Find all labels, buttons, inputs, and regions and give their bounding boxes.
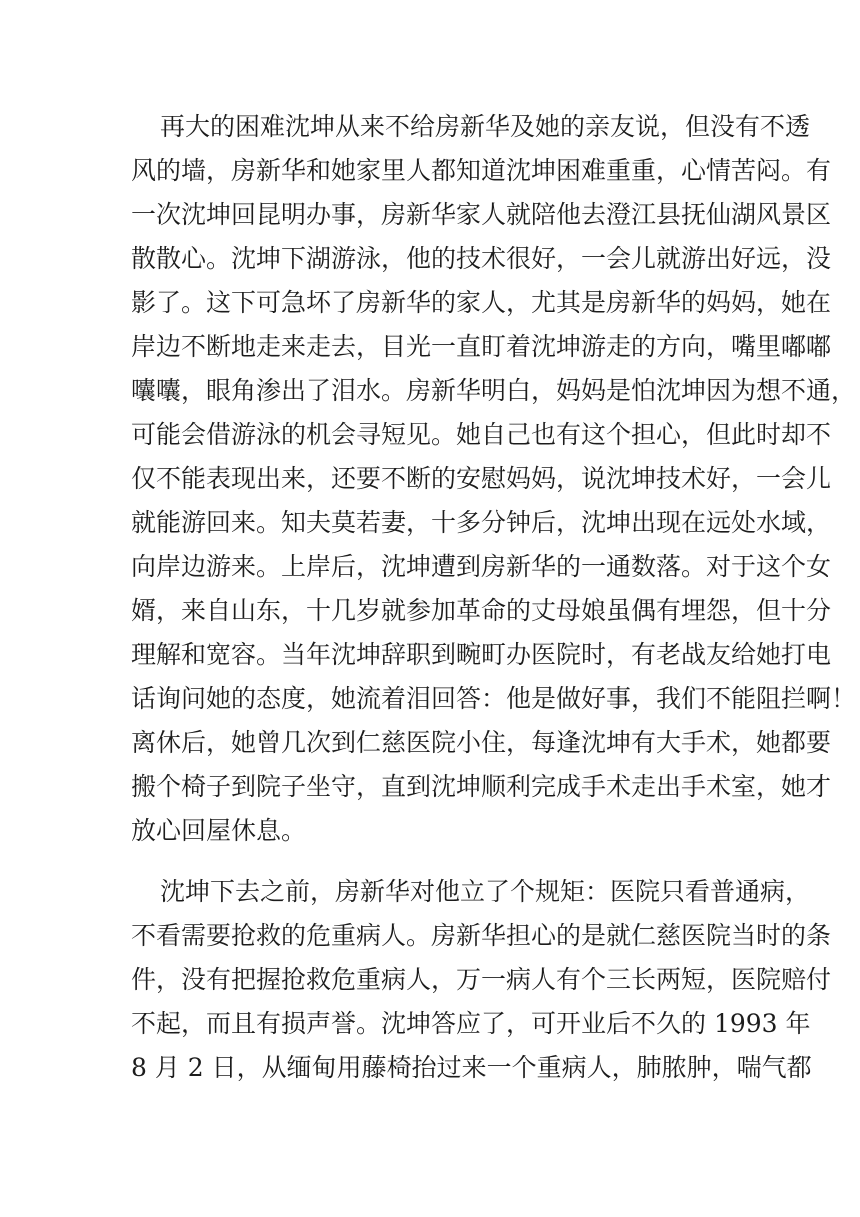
paragraph-1-line-13: 理解和宽容。当年沈坤辞职到畹町办医院时，有老战友给她打电 (131, 640, 832, 669)
paragraph-2-line-2: 不看需要抢救的危重病人。房新华担心的是就仁慈医院当时的条 (131, 921, 832, 950)
paragraph-1-line-9: 仅不能表现出来，还要不断的安慰妈妈，说沈坤技术好，一会儿 (131, 464, 832, 493)
paragraph-1-line-6: 岸边不断地走来走去，目光一直盯着沈坤游走的方向，嘴里嘟嘟 (131, 332, 832, 361)
paragraph-1-line-3: 一次沈坤回昆明办事，房新华家人就陪他去澄江县抚仙湖风景区 (131, 200, 832, 229)
paragraph-2-line-5: 8 月 2 日，从缅甸用藤椅抬过来一个重病人，肺脓肿，喘气都 (131, 1053, 812, 1082)
paragraph-1-line-11: 向岸边游来。上岸后，沈坤遭到房新华的一通数落。对于这个女 (131, 552, 832, 581)
paragraph-1-line-8: 可能会借游泳的机会寻短见。她自己也有这个担心，但此时却不 (131, 420, 832, 449)
paragraph-1-line-12: 婿，来自山东，十几岁就参加革命的丈母娘虽偶有埋怨，但十分 (131, 596, 832, 625)
paragraph-2-line-1: 沈坤下去之前，房新华对他立了个规矩：医院只看普通病， (160, 877, 811, 906)
paragraph-1-line-15: 离休后，她曾几次到仁慈医院小住，每逢沈坤有大手术，她都要 (131, 728, 832, 757)
paragraph-1-line-17: 放心回屋休息。 (131, 816, 307, 845)
paragraph-1-line-2: 风的墙，房新华和她家里人都知道沈坤困难重重，心情苦闷。有 (131, 156, 832, 185)
paragraph-1-line-10: 就能游回来。知夫莫若妻，十多分钟后，沈坤出现在远处水域， (131, 508, 832, 537)
paragraph-1-line-1: 再大的困难沈坤从来不给房新华及她的亲友说，但没有不透 (160, 112, 811, 141)
paragraph-1-line-16: 搬个椅子到院子坐守，直到沈坤顺利完成手术走出手术室，她才 (131, 772, 832, 801)
paragraph-2-line-3: 件，没有把握抢救危重病人，万一病人有个三长两短，医院赔付 (131, 965, 832, 994)
paragraph-2-line-4: 不起，而且有损声誉。沈坤答应了，可开业后不久的 1993 年 (131, 1009, 811, 1038)
paragraph-1-line-7: 囔囔，眼角渗出了泪水。房新华明白，妈妈是怕沈坤因为想不通， (131, 376, 857, 405)
paragraph-1-line-14: 话询问她的态度，她流着泪回答：他是做好事，我们不能阻拦啊！ (131, 684, 857, 713)
paragraph-1-line-5: 影了。这下可急坏了房新华的家人，尤其是房新华的妈妈，她在 (131, 288, 832, 317)
paragraph-1-line-4: 散散心。沈坤下湖游泳，他的技术很好，一会儿就游出好远，没 (131, 244, 832, 273)
